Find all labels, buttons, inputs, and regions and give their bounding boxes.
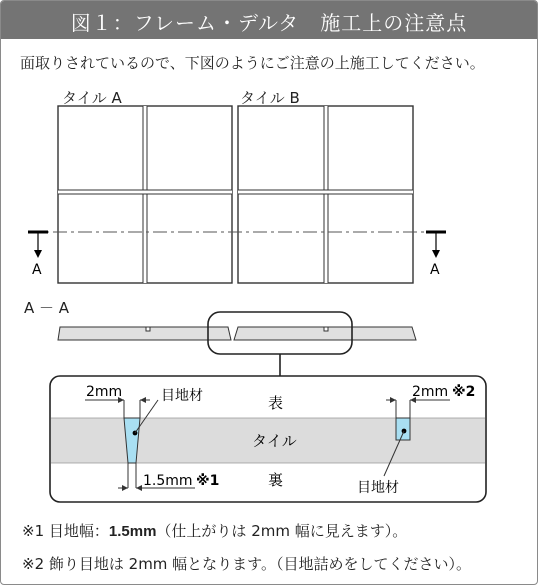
tile-a-label: タイル A bbox=[62, 89, 122, 107]
bottom-width-label: 1.5mm bbox=[143, 473, 193, 489]
joint-material-label-2: 目地材 bbox=[357, 480, 399, 496]
marker-left-text: A bbox=[32, 262, 42, 278]
marker-right-text: A bbox=[430, 262, 440, 278]
section-strip bbox=[58, 327, 416, 340]
bottom-ref-label: ※1 bbox=[196, 473, 220, 489]
tile-label: タイル bbox=[252, 432, 297, 450]
note-1-prefix: ※1 目地幅： bbox=[22, 522, 109, 540]
note-1-suffix: （仕上がりは 2mm 幅に見えます）。 bbox=[156, 522, 408, 540]
figure-title: 図１：フレーム・デルタ 施工上の注意点 bbox=[70, 11, 468, 35]
tile-b bbox=[238, 106, 413, 283]
section-marker-right bbox=[426, 232, 446, 258]
right-ref-label: ※2 bbox=[452, 384, 476, 400]
front-label: 表 bbox=[268, 394, 284, 412]
note-1-bold: 1.5mm bbox=[108, 523, 157, 540]
width-right-label: 2mm bbox=[412, 384, 449, 400]
section-marker-left bbox=[28, 232, 48, 258]
tile-a bbox=[58, 106, 232, 283]
tile-b-label: タイル B bbox=[240, 89, 300, 107]
width-left-label: 2mm bbox=[86, 384, 123, 400]
joint-material-label-1: 目地材 bbox=[161, 388, 203, 404]
note-1 bbox=[22, 520, 407, 541]
section-label: A － A bbox=[24, 299, 70, 317]
note-2: ※2 飾り目地は 2mm 幅となります。（目地詰めをしてください）。 bbox=[22, 555, 471, 573]
intro-text: 面取りされているので、下図のようにご注意の上施工してください。 bbox=[20, 54, 485, 72]
back-label: 裏 bbox=[268, 471, 284, 489]
